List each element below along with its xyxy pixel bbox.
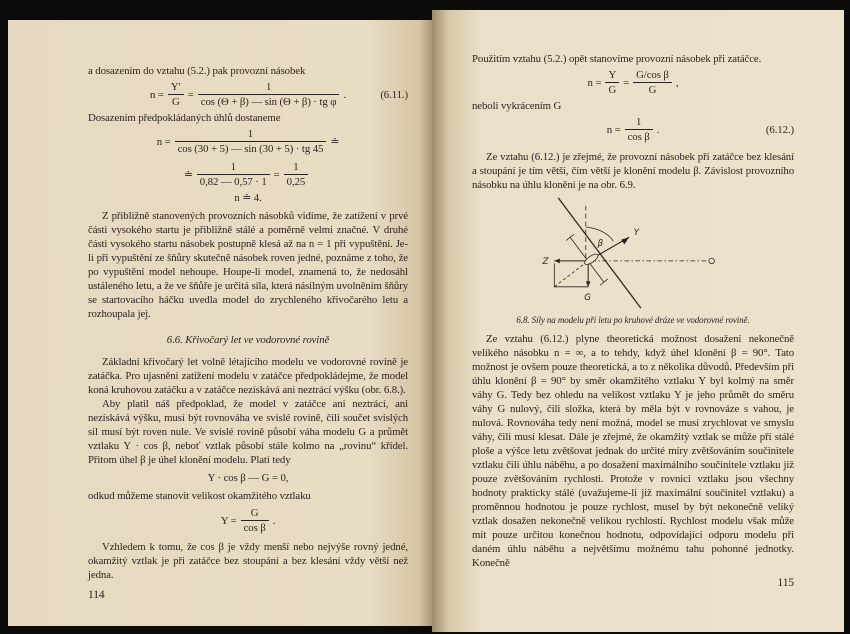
denominator: cos β <box>243 522 266 534</box>
resultant-line <box>554 261 588 287</box>
paragraph: Ze vztahu (6.12.) plyne theoretická možnost dosažení nekonečně velikého násobku n = ∞, a to tehdy, když úhel klonění β = 90°. Tato možnost je ovšem pouze theoretická, a to z několika důvodů. Především při úhlu klonění β = 90° by směr okamžitého vztlaku Y byl kolmý na směr váhy G. Tedy bez ohledu na velikost vztlaku Y je jeho průmět do směru váhy G nulový, čili složka, která by měla být v rovnováze s vahou, je nulová. Rovnováha tedy není možná, model se musí zrychlovat ve smyslu váhy, čili musí klesat. Dále je zřejmé, že okamžitý vztlak se může při stálé ploše a výšce letu zvětšovat jednak do určité míry zvětšováním součinitele vztlaku čili úhlu náběhu, a po dosažení maximálního součinitele vztlaku již pouze zvětšováním rychlosti. Protože v rovnici vztlaku jsou všechny hodnoty prakticky stálé (uvažujeme-li již maximální součinitel vztlaku) a proměnnou hodnotou je pouze rychlost, musel by být nekonečně veliký vztlak dosažen nekonečně velikou rychlostí. Rychlost modelu však může mít pouze určitou konečnou hodnotu, odpovídající odporu modelu při daném úhlu náběhu a největšímu možnému tahu pohonné jednotky. Konečně <box>472 333 794 569</box>
eq-text: = <box>273 168 280 181</box>
eq-text: n = <box>587 76 602 89</box>
arrow-head <box>586 281 591 287</box>
left-page <box>8 20 432 626</box>
eq-text: . <box>343 88 347 101</box>
paragraph: Vzhledem k tomu, že cos β je vždy menší nebo nejvýše rovný jedné, okamžitý vztlak je při zatáčce bez stoupání a bez klesání vždy větší než jedna. <box>88 541 408 581</box>
numerator: G <box>241 506 269 521</box>
span-tick <box>600 279 608 285</box>
denominator: G <box>608 84 617 96</box>
fraction <box>168 80 184 109</box>
equation-number: (6.12.) <box>765 123 794 136</box>
section-heading: 6.6. Křivočarý let ve vodorovné rovině <box>166 334 330 346</box>
paragraph: Z přibližně stanovených provozních násobků vidíme, že zatížení v prvé části vysokého startu je přibližně stálé a poměrně velmi značné. V druhé části vysokého startu násobek postupně klesá až na n = 1 při vypuštění. Je-li při vypuštění ze šňůry skutečně násobek roven jedné, poznáme z toho, že po vypuštění model nehoupe. Houpe-li model, znamená to, že nedosáhl ustáleného letu, a že ve šňůře je určitá síla, která násilným uvolněním šňůry se startovacího háčku uvedla model do zrychleného křivočarého letu a rozhoupala jej. <box>88 210 408 320</box>
fraction <box>605 68 619 97</box>
equation-number: (6.11.) <box>380 88 408 101</box>
equation: n ≐ 4. <box>234 192 262 204</box>
equation <box>472 68 794 97</box>
eq-text: , <box>675 76 679 89</box>
label-y: Y <box>633 227 639 238</box>
eq-text: = <box>623 76 630 89</box>
eq-text: = <box>187 88 194 101</box>
span-tick <box>566 234 574 240</box>
denominator: G <box>171 96 180 108</box>
arrow-head <box>621 237 629 244</box>
numerator: 1 <box>175 127 327 142</box>
eq-text: n = <box>606 123 621 136</box>
equation <box>88 127 408 156</box>
paragraph: Použitím vztahu (5.2.) opět stanovíme provozní násobek při zatáčce. <box>472 53 762 65</box>
fraction <box>175 127 327 156</box>
equation: Y · cos β — G = 0, <box>207 472 289 484</box>
right-page <box>432 10 844 632</box>
denominator: cos β <box>627 131 650 143</box>
fraction <box>625 115 653 144</box>
label-z: Z <box>542 257 549 268</box>
equation <box>88 506 408 535</box>
turn-center <box>709 258 715 264</box>
paragraph: a dosazením do vztahu (5.2.) pak provozní násobek <box>88 65 306 77</box>
eq-text: n = <box>156 135 171 148</box>
right-text-column <box>472 52 794 590</box>
equation <box>88 160 408 189</box>
fraction <box>284 160 309 189</box>
eq-text: . <box>272 514 276 527</box>
force-diagram-figure <box>508 194 758 312</box>
numerator: 1 <box>198 80 340 95</box>
denominator: G <box>648 84 657 96</box>
eq-text: ≐ <box>330 135 340 148</box>
figure-caption: 6.8. Síly na modelu při letu po kruhové dráze ve vodorovné rovině. <box>516 315 750 325</box>
numerator: 1 <box>197 160 270 175</box>
fraction <box>633 68 672 97</box>
paragraph: Aby platil náš předpoklad, že model v zatáčce ani neztrácí, ani nezískává výšku, musí být rovnováha ve svislé rovině, čili součet svislých sil musí být roven nule. Ve svislé rovině působí váha modelu G a průmět vztlaku Y · cos β, neboť vztlak působí stále kolmo na „rovinu“ křídel. Přitom úhel β je úhel klonění modelu. Platí tedy <box>88 398 408 466</box>
page-number: 115 <box>777 577 794 589</box>
label-beta: β <box>597 238 604 249</box>
numerator: 1 <box>284 160 309 175</box>
numerator: Y <box>605 68 619 83</box>
fraction <box>197 160 270 189</box>
arrow-head <box>554 259 560 264</box>
denominator: 0,25 <box>286 176 306 188</box>
paragraph: Ze vztahu (6.12.) je zřejmé, že provozní násobek při zatáčce bez klesání a stoupání je tím větší, čím větší je klonění modelu β. Závislost provozního násobku na úhlu klonění je na obr. 6.9. <box>472 151 794 191</box>
paragraph: Základní křivočarý let volně létajícího modelu ve vodorovné rovině je zatáčka. Pro ujasnění zatížení modelu v zatáčce předpokládejme, že model koná kruhovou zatáčku a v zatáčce nezískává ani neztrácí výšku (obr. 6.8.). <box>88 356 408 396</box>
denominator: cos (Θ + β) — sin (Θ + β) · tg φ <box>200 96 337 108</box>
equation-6-12 <box>472 115 794 144</box>
label-g: G <box>584 293 591 304</box>
page-number: 114 <box>88 589 105 601</box>
eq-text: n = <box>149 88 164 101</box>
numerator: 1 <box>625 115 653 130</box>
eq-text: ≐ <box>183 168 193 181</box>
fraction <box>198 80 340 109</box>
numerator: G/cos β <box>633 68 672 83</box>
denominator: 0,82 — 0,57 · 1 <box>199 176 267 188</box>
left-text-column <box>88 64 408 602</box>
equation-6-11 <box>88 80 408 109</box>
paragraph: odkud můžeme stanovit velikost okamžitého vztlaku <box>88 490 311 502</box>
fraction <box>241 506 269 535</box>
denominator: cos (30 + 5) — sin (30 + 5) · tg 45 <box>177 143 324 155</box>
paragraph: neboli vykrácením G <box>472 100 562 112</box>
paragraph: Dosazením předpokládaných úhlů dostaneme <box>88 112 281 124</box>
eq-text: Y = <box>220 514 237 527</box>
numerator: Y′ <box>168 80 184 95</box>
wing-line <box>558 198 641 308</box>
eq-text: . <box>656 123 660 136</box>
